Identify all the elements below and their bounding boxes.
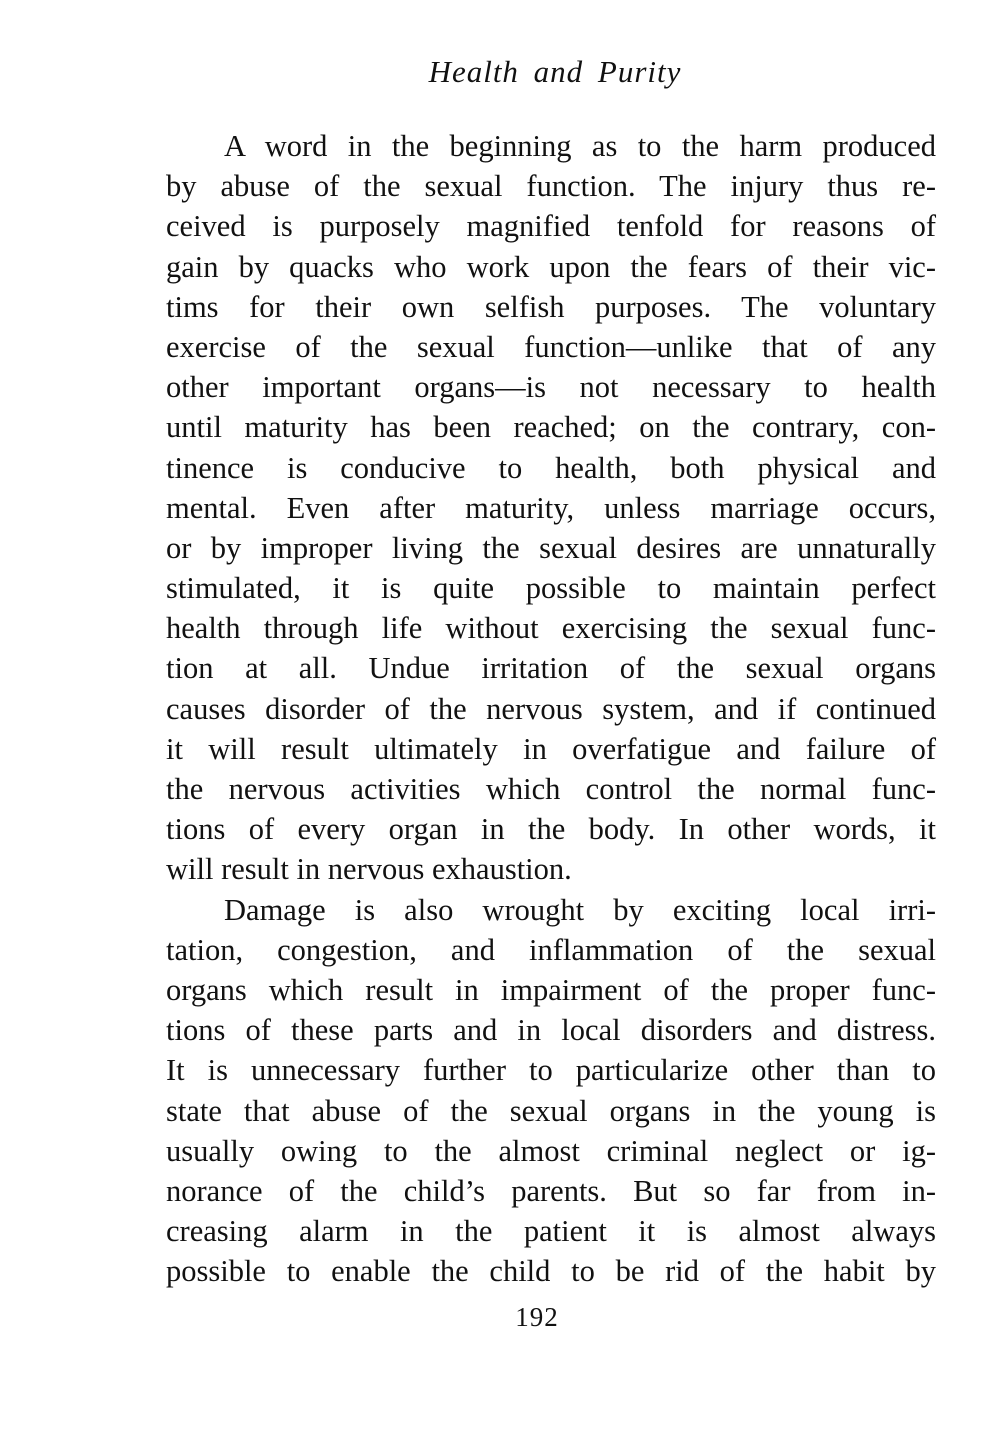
text-line: usually owing to the almost criminal neglect or ig-	[166, 1133, 936, 1168]
paragraph-1	[166, 126, 936, 890]
text-line: it will result ultimately in overfatigue and failure of	[166, 731, 936, 766]
text-line: will result in nervous exhaustion.	[166, 852, 572, 887]
text-line: stimulated, it is quite possible to maintain perfect	[166, 571, 936, 606]
text-line: tinence is conducive to health, both physical and	[166, 450, 936, 485]
text-line: until maturity has been reached; on the contrary, con-	[166, 410, 936, 445]
text-line: tation, congestion, and inflammation of the sexual	[166, 932, 936, 967]
text-line: ceived is purposely magnified tenfold for reasons of	[166, 209, 936, 244]
text-line: tion at all. Undue irritation of the sexual organs	[166, 651, 936, 686]
text-line: exercise of the sexual function—unlike that of any	[166, 329, 936, 364]
paragraph-2	[166, 890, 936, 1292]
text-line: mental. Even after maturity, unless marriage occurs,	[166, 490, 936, 525]
text-line: creasing alarm in the patient it is almost always	[166, 1214, 936, 1249]
body-text	[166, 126, 936, 1291]
text-line: norance of the child’s parents. But so far from in-	[166, 1173, 936, 1208]
text-line: by abuse of the sexual function. The injury thus re-	[166, 169, 936, 204]
text-line: state that abuse of the sexual organs in the young is	[166, 1093, 936, 1128]
page-number: 192	[515, 1302, 559, 1332]
text-line: causes disorder of the nervous system, and if continued	[166, 691, 936, 726]
text-line: health through life without exercising the sexual func-	[166, 611, 936, 646]
text-line: A word in the beginning as to the harm produced	[224, 129, 936, 163]
text-line: gain by quacks who work upon the fears of their vic-	[166, 249, 936, 284]
text-line: Damage is also wrought by exciting local irri-	[224, 892, 936, 927]
text-line: possible to enable the child to be rid of the habit by	[166, 1254, 936, 1289]
text-line: the nervous activities which control the normal func-	[166, 772, 936, 806]
text-line: tions of these parts and in local disorders and distress.	[166, 1013, 936, 1048]
text-line: or by improper living the sexual desires are unnaturally	[166, 530, 936, 565]
running-head: Health and Purity	[428, 54, 682, 89]
text-line: organs which result in impairment of the proper func-	[166, 972, 936, 1007]
text-line: tims for their own selfish purposes. The voluntary	[166, 289, 936, 324]
text-line: It is unnecessary further to particularize other than to	[166, 1053, 936, 1088]
text-line: other important organs—is not necessary to health	[166, 370, 936, 405]
text-line: tions of every organ in the body. In other words, it	[166, 812, 936, 847]
